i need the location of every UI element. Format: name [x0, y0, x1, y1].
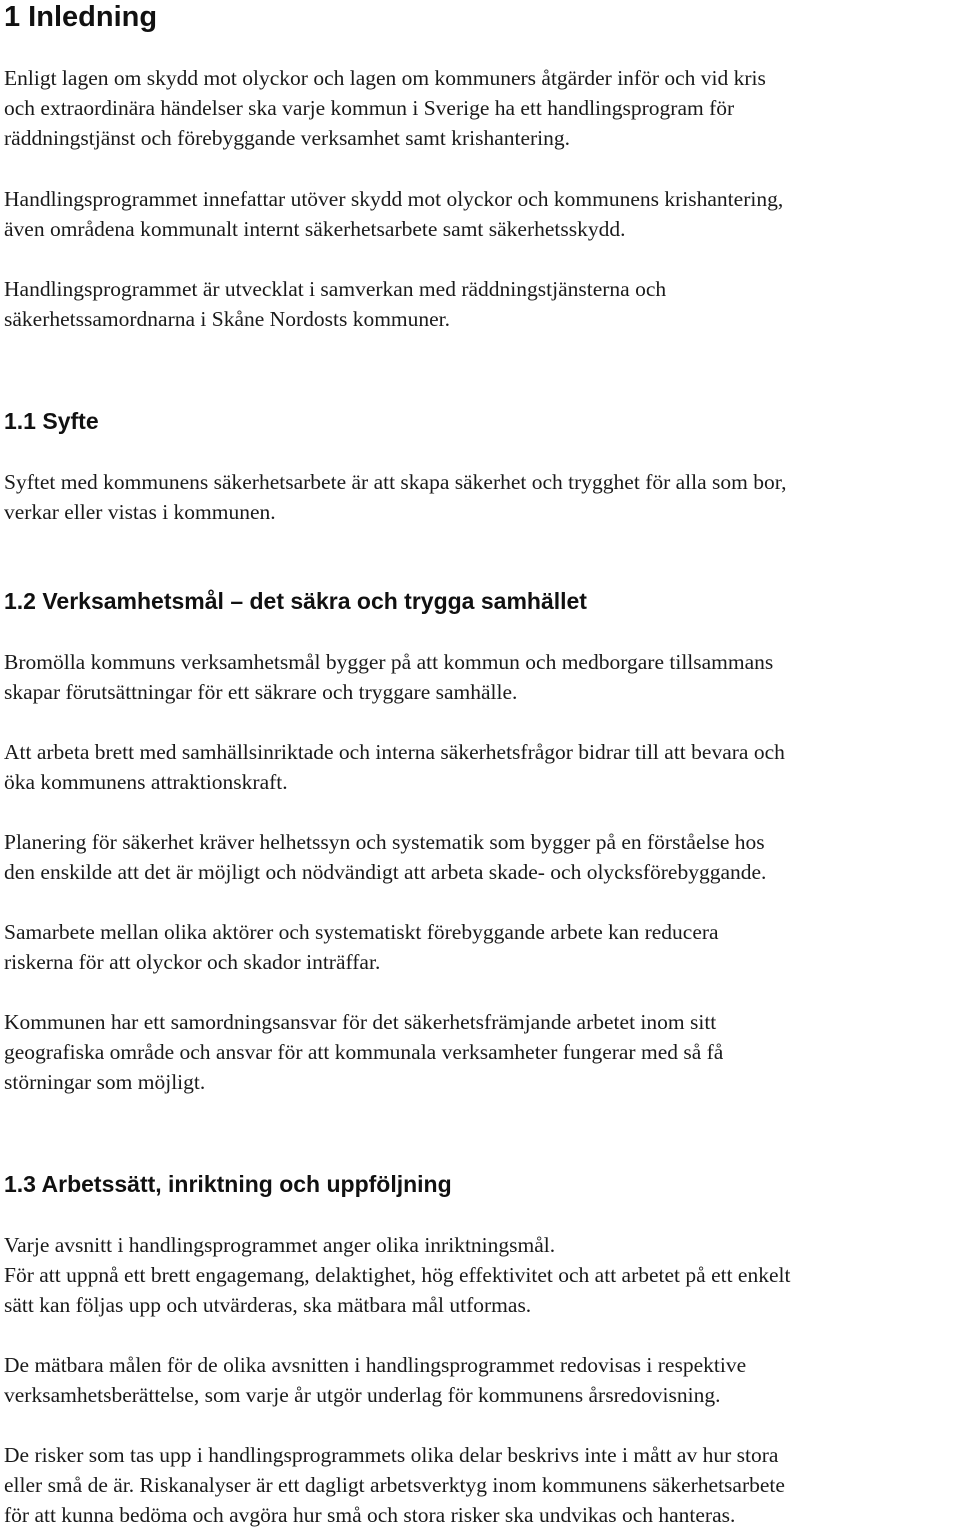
paragraph: [4, 63, 766, 153]
paragraph: [4, 467, 786, 527]
paragraph-line: Handlingsprogrammet är utvecklat i samverkan med räddningstjänsterna och: [4, 277, 667, 301]
paragraph: [4, 1007, 723, 1097]
paragraph-line: verkar eller vistas i kommunen.: [4, 500, 276, 524]
paragraph-line: riskerna för att olyckor och skador inträffar.: [4, 950, 381, 974]
section-heading-syfte: 1.1 Syfte: [4, 408, 99, 434]
paragraph-line: säkerhetssamordnarna i Skåne Nordosts kommuner.: [4, 307, 451, 331]
paragraph: [4, 737, 785, 797]
paragraph: [4, 917, 719, 977]
paragraph: [4, 827, 766, 887]
paragraph-line: De risker som tas upp i handlingsprogrammets olika delar beskrivs inte i mått av hur stora: [4, 1443, 779, 1467]
paragraph: [4, 274, 666, 334]
paragraph-line: och extraordinära händelser ska varje kommun i Sverige ha ett handlingsprogram för: [4, 96, 735, 120]
paragraph-line: Handlingsprogrammet innefattar utöver skydd mot olyckor och kommunens krishantering,: [4, 187, 784, 211]
paragraph: [4, 1350, 746, 1410]
paragraph: [4, 1230, 790, 1320]
paragraph-line: Planering för säkerhet kräver helhetssyn och systematik som bygger på en förståelse hos: [4, 830, 765, 854]
paragraph-line: Syftet med kommunens säkerhetsarbete är att skapa säkerhet och trygghet för alla som bor,: [4, 470, 787, 494]
paragraph-line: öka kommunens attraktionskraft.: [4, 770, 288, 794]
paragraph-line: Bromölla kommuns verksamhetsmål bygger på att kommun och medborgare tillsammans: [4, 650, 774, 674]
paragraph-line: Enligt lagen om skydd mot olyckor och lagen om kommuners åtgärder inför och vid kris: [4, 66, 766, 90]
paragraph-line: skapar förutsättningar för ett säkrare och tryggare samhälle.: [4, 680, 518, 704]
paragraph-line: För att uppnå ett brett engagemang, delaktighet, hög effektivitet och att arbetet på ett enkelt: [4, 1263, 791, 1287]
paragraph-line: Att arbeta brett med samhällsinriktade och interna säkerhetsfrågor bidrar till att bevara och: [4, 740, 785, 764]
paragraph: [4, 1440, 785, 1530]
section-heading-arbetssatt: 1.3 Arbetssätt, inriktning och uppföljning: [4, 1171, 452, 1197]
paragraph-line: Samarbete mellan olika aktörer och systematiskt förebyggande arbete kan reducera: [4, 920, 719, 944]
paragraph-line: Varje avsnitt i handlingsprogrammet anger olika inriktningsmål.: [4, 1233, 556, 1257]
paragraph-line: räddningstjänst och förebyggande verksamhet samt krishantering.: [4, 126, 571, 150]
paragraph-line: De mätbara målen för de olika avsnitten i handlingsprogrammet redovisas i respektive: [4, 1353, 747, 1377]
paragraph-line: sätt kan följas upp och utvärderas, ska mätbara mål utformas.: [4, 1293, 532, 1317]
section-heading-inledning: 1 Inledning: [4, 1, 158, 33]
paragraph-line: Kommunen har ett samordningsansvar för det säkerhetsfrämjande arbetet inom sitt: [4, 1010, 717, 1034]
paragraph-line: störningar som möjligt.: [4, 1070, 206, 1094]
paragraph-line: verksamhetsberättelse, som varje år utgör underlag för kommunens årsredovisning.: [4, 1383, 721, 1407]
paragraph-line: för att kunna bedöma och avgöra hur små och stora risker ska undvikas och hanteras.: [4, 1503, 736, 1527]
paragraph-line: geografiska område och ansvar för att kommunala verksamheter fungerar med så få: [4, 1040, 724, 1064]
paragraph: [4, 647, 773, 707]
paragraph-line: eller små de är. Riskanalyser är ett dagligt arbetsverktyg inom kommunens säkerhetsarbete: [4, 1473, 785, 1497]
paragraph-line: även områdena kommunalt internt säkerhetsarbete samt säkerhetsskydd.: [4, 217, 626, 241]
paragraph: [4, 184, 783, 244]
paragraph-line: den enskilde att det är möjligt och nödvändigt att arbeta skade- och olycksförebyggande.: [4, 860, 767, 884]
section-heading-verksamhetsmal: 1.2 Verksamhetsmål – det säkra och trygga samhället: [4, 588, 587, 614]
